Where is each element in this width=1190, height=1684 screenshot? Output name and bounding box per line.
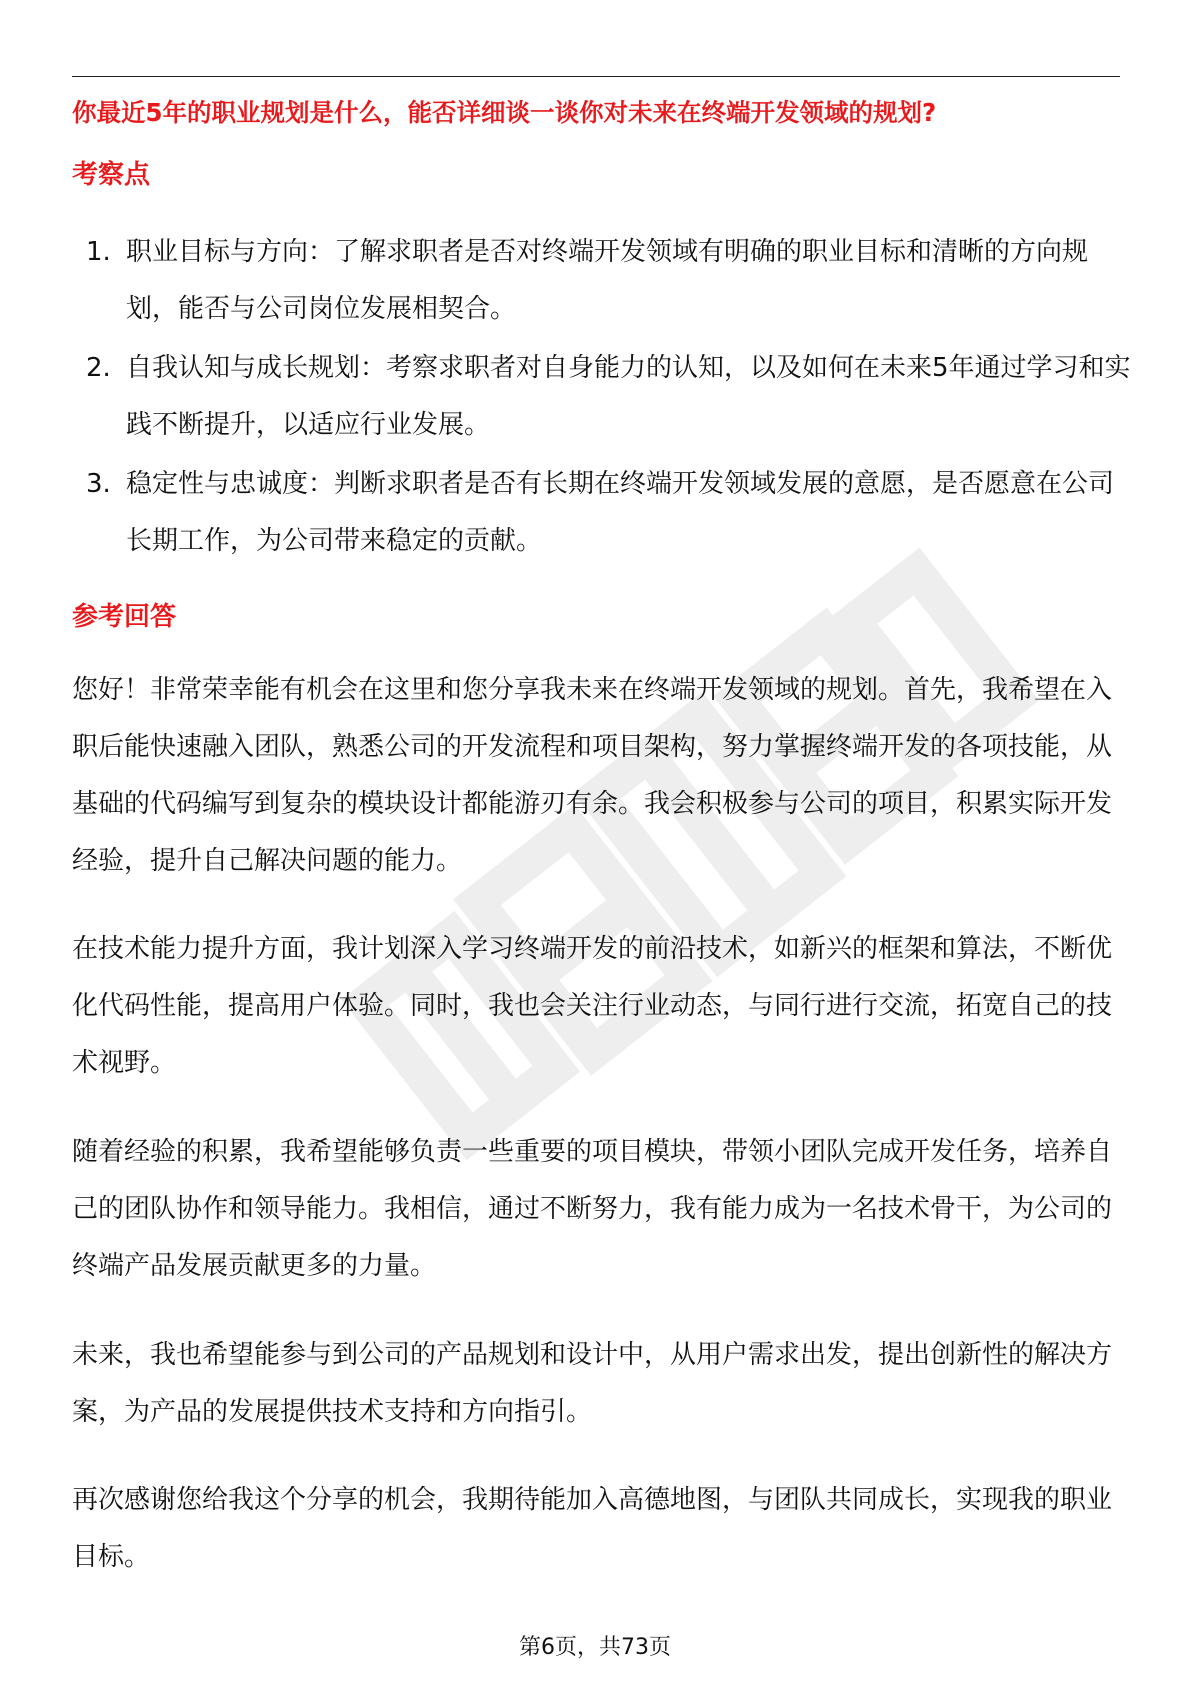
point-item — [72, 456, 1132, 570]
point-number: 3. — [86, 469, 111, 499]
answer-paragraph: 再次感谢您给我这个分享的机会，我期待能加入高德地图，与团队共同成长，实现我的职业目标。 — [72, 1485, 1113, 1572]
answer-paragraph: 在技术能力提升方面，我计划深入学习终端开发的前沿技术，如新兴的框架和算法，不断优化代码性能，提高用户体验。同时，我也会关注行业动态，与同行进行交流，拓宽自己的技术视野。 — [72, 934, 1113, 1078]
point-text: 自我认知与成长规划：考察求职者对自身能力的认知，以及如何在未来5年通过学习和实践不断提升，以适应行业发展。 — [126, 353, 1131, 440]
answer-paragraph: 随着经验的积累，我希望能够负责一些重要的项目模块，带领小团队完成开发任务，培养自己的团队协作和领导能力。我相信，通过不断努力，我有能力成为一名技术骨干，为公司的终端产品发展贡献更多的力量。 — [72, 1137, 1113, 1281]
points-list — [72, 224, 1132, 572]
answer-paragraph: 未来，我也希望能参与到公司的产品规划和设计中，从用户需求出发，提出创新性的解决方案，为产品的发展提供技术支持和方向指引。 — [72, 1340, 1113, 1427]
point-text: 稳定性与忠诚度：判断求职者是否有长期在终端开发领域发展的意愿，是否愿意在公司长期工作，为公司带来稳定的贡献。 — [126, 469, 1115, 556]
point-number: 2. — [86, 353, 111, 383]
page-footer: 第6页，共73页 — [519, 1635, 671, 1660]
top-divider — [72, 76, 1120, 77]
point-number: 1. — [86, 237, 111, 267]
point-text: 职业目标与方向：了解求职者是否对终端开发领域有明确的职业目标和清晰的方向规划，能否与公司岗位发展相契合。 — [126, 237, 1089, 324]
point-item — [72, 340, 1132, 454]
answer-paragraph: 您好！非常荣幸能有机会在这里和您分享我未来在终端开发领域的规划。首先，我希望在入职后能快速融入团队，熟悉公司的开发流程和项目架构，努力掌握终端开发的各项技能，从基础的代码编写到复杂的模块设计都能游刃有余。我会积极参与公司的项目，积累实际开发经验，提升自己解决问题的能力。 — [72, 675, 1113, 876]
points-heading: 考察点 — [72, 160, 151, 190]
answer-heading: 参考回答 — [72, 602, 177, 632]
question-title: 你最近5年的职业规划是什么，能否详细谈一谈你对未来在终端开发领域的规划? — [72, 98, 937, 127]
point-item — [72, 224, 1132, 338]
